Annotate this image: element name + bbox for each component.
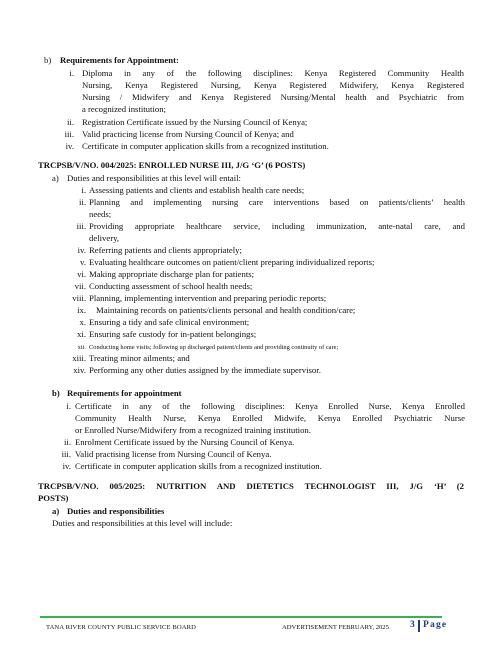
list-number: iii. bbox=[64, 129, 74, 139]
sec-004-b-label: b) bbox=[52, 388, 60, 398]
list-number: vii. bbox=[74, 281, 86, 291]
section-heading-005: TRCPSB/V/NO. 005/2025: NUTRITION AND DIETETICS TECHNOLOGIST III, J/G ‘H’ (2 bbox=[38, 481, 464, 491]
list-item-line: Planning and implementing nursing care interventions based on patients/clients’ health bbox=[89, 197, 465, 207]
list-number: i. bbox=[81, 185, 86, 195]
list-number: xii. bbox=[77, 344, 86, 351]
list-item-line: Evaluating healthcare outcomes on patient/client preparing individualized reports; bbox=[89, 257, 375, 267]
list-item-line: Performing any other duties assigned by the immediate supervisor. bbox=[89, 365, 321, 375]
list-number: xiii. bbox=[72, 353, 86, 363]
list-item-line: Enrolment Certificate issued by the Nursing Council of Kenya. bbox=[75, 437, 295, 447]
list-item-line: Treating minor ailments; and bbox=[89, 353, 190, 363]
list-item-line: Ensuring safe custody for in-patient belongings; bbox=[89, 329, 257, 339]
list-number: iv. bbox=[62, 461, 71, 471]
sec-b1-heading: Requirements for Appointment: bbox=[60, 55, 179, 65]
list-number: xi. bbox=[77, 329, 86, 339]
list-item-line: Conducting home visits; following up discharged patient/clients and providing continuity of care; bbox=[89, 344, 339, 351]
list-number: ii. bbox=[67, 117, 74, 127]
sec-b1-label: b) bbox=[44, 55, 52, 65]
list-number: i. bbox=[66, 401, 71, 411]
list-item-line: Nursing, Kenya Registered Nursing, Kenya Registered Midwifery, Kenya Registered bbox=[82, 80, 464, 90]
list-item-line: Conducting assessment of school health needs; bbox=[89, 281, 253, 291]
list-item-line: Planning, implementing intervention and preparing periodic reports; bbox=[89, 293, 327, 303]
list-item-line: Diploma in any of the following disciplines: Kenya Registered Community Health bbox=[82, 68, 464, 78]
list-number: v. bbox=[80, 257, 86, 267]
page-number: 3 bbox=[410, 620, 415, 630]
list-number: iii. bbox=[76, 221, 86, 231]
sec-004-b-heading: Requirements for appointment bbox=[67, 388, 182, 398]
list-item-line: Registration Certificate issued by the Nursing Council of Kenya; bbox=[82, 117, 308, 127]
list-item-line: needs; bbox=[89, 209, 112, 219]
list-number: iv. bbox=[65, 141, 74, 151]
list-number: ii. bbox=[64, 437, 71, 447]
list-item-line: a recognized institution; bbox=[82, 104, 166, 114]
list-item-line: Valid practicing license from Nursing Council of Kenya; and bbox=[82, 129, 294, 139]
list-number: viii. bbox=[72, 293, 86, 303]
sec-005-a-intro: Duties and responsibilities at this level will include: bbox=[52, 518, 233, 528]
list-number: i. bbox=[69, 68, 74, 78]
list-item-line: Making appropriate discharge plan for patients; bbox=[89, 269, 255, 279]
list-item-line: Certificate in computer application skills from a recognized institution. bbox=[75, 461, 322, 471]
list-number: xiv. bbox=[73, 365, 86, 375]
list-number: ix. bbox=[77, 305, 86, 315]
list-item-line: Nursing / Midwifery and Kenya Registered Nursing/Mental health and Psychiatric from bbox=[82, 92, 464, 102]
footer-organization: TANA RIVER COUNTY PUBLIC SERVICE BOARD bbox=[46, 624, 196, 631]
list-number: iii. bbox=[61, 449, 71, 459]
list-item-line: Certificate in any of the following disciplines: Kenya Enrolled Nurse, Kenya Enrolled bbox=[75, 401, 465, 411]
footer-advert-date: ADVERTISEMENT FEBRUARY, 2025 bbox=[282, 624, 389, 631]
list-number: ii. bbox=[79, 197, 86, 207]
page-label: Page bbox=[423, 620, 448, 630]
list-item-line: Maintaining records on patients/clients personal and health condition/care; bbox=[96, 305, 356, 315]
list-item-line: Providing appropriate healthcare service, including immunization, ante-natal care, and bbox=[89, 221, 465, 231]
list-item-line: Community Health Nurse, Kenya Enrolled Midwife, Kenya Enrolled Psychiatric Nurse bbox=[75, 413, 465, 423]
list-item-line: or Enrolled Nurse/Midwifery from a recognized training institution. bbox=[75, 425, 311, 435]
list-number: vi. bbox=[77, 269, 86, 279]
list-number: iv. bbox=[77, 245, 86, 255]
list-number: x. bbox=[79, 317, 86, 327]
list-item-line: Referring patients and clients appropriately; bbox=[89, 245, 242, 255]
list-item-line: delivery, bbox=[89, 233, 120, 243]
sec-004-a-intro: Duties and responsibilities at this level will entail: bbox=[67, 173, 241, 183]
footer-divider bbox=[40, 616, 442, 618]
sec-004-a-label: a) bbox=[52, 173, 59, 183]
sec-005-a-heading: Duties and responsibilities bbox=[67, 506, 165, 516]
list-item-line: Certificate in computer application skills from a recognized institution. bbox=[82, 141, 329, 151]
section-heading-004: TRCPSB/V/NO. 004/2025: ENROLLED NURSE III, J/G ‘G’ (6 POSTS) bbox=[38, 160, 306, 170]
sec-005-a-label: a) bbox=[52, 506, 60, 516]
section-heading-005-cont: POSTS) bbox=[38, 493, 69, 503]
page-number-separator bbox=[418, 620, 420, 632]
list-item-line: Ensuring a tidy and safe clinical environment; bbox=[89, 317, 250, 327]
list-item-line: Assessing patients and clients and establish health care needs; bbox=[89, 185, 305, 195]
list-item-line: Valid practising license from Nursing Council of Kenya. bbox=[75, 449, 272, 459]
